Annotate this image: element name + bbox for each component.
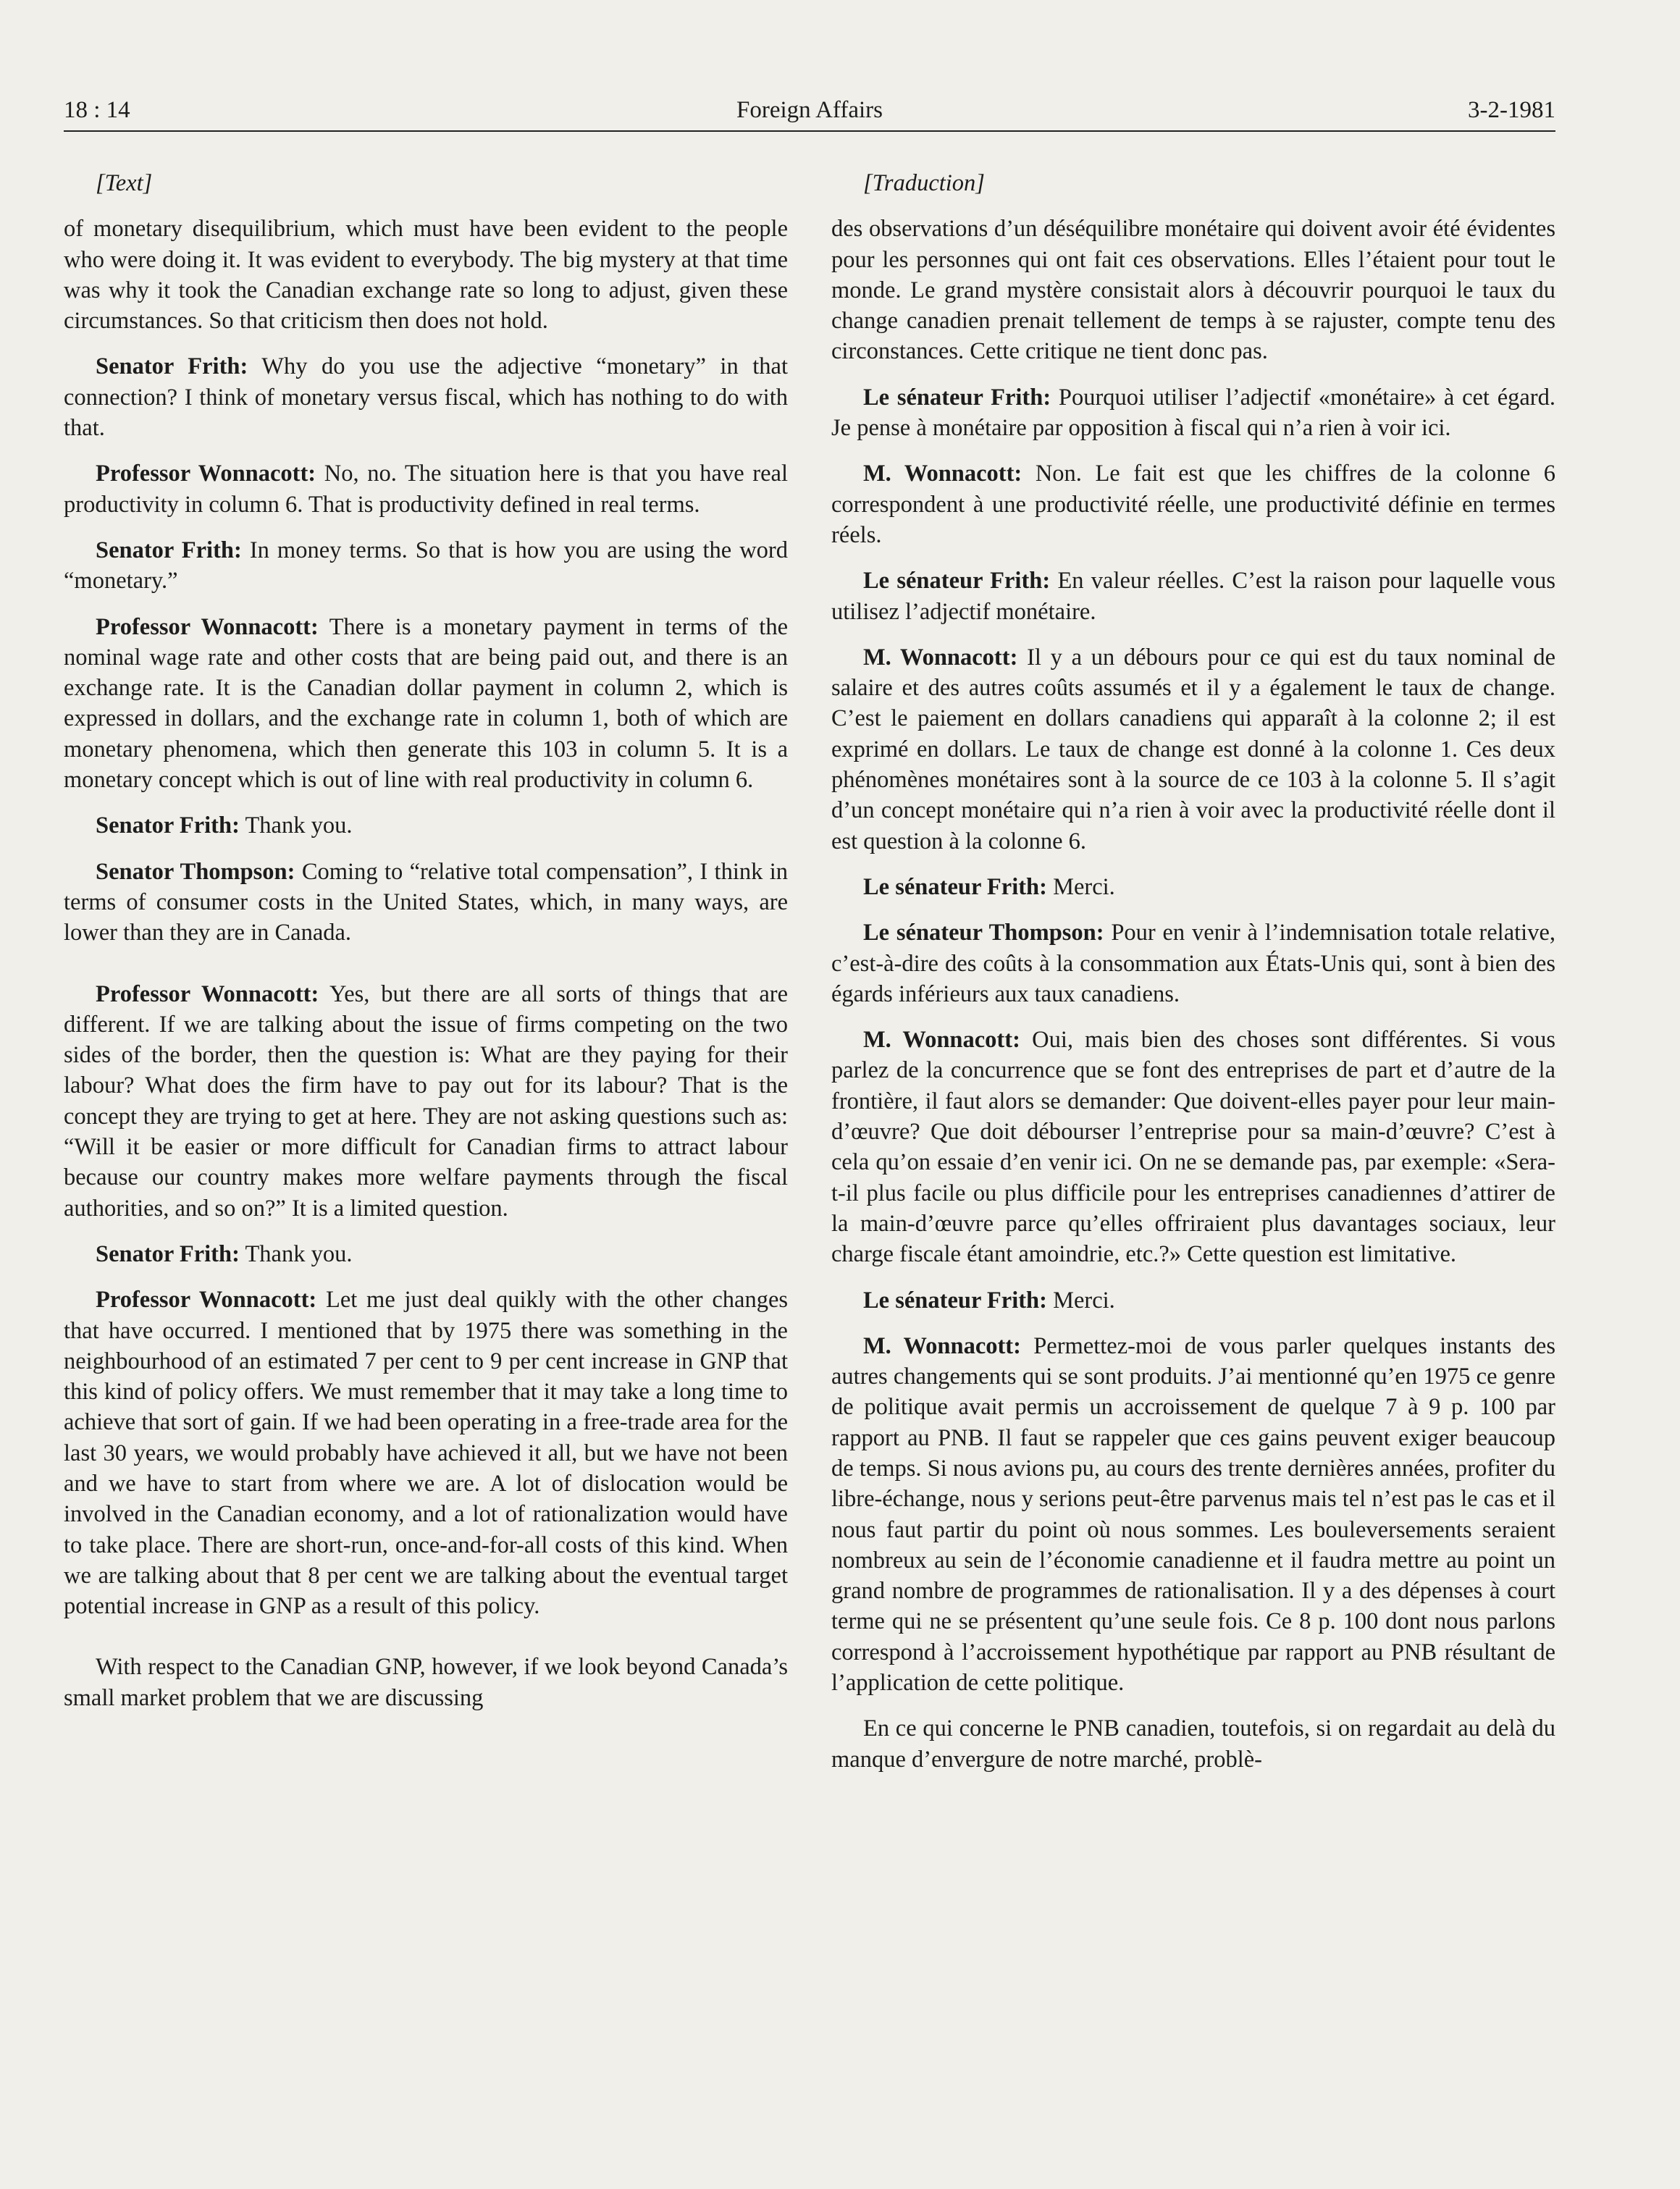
paragraph [64, 1285, 788, 1621]
speaker: Senator Thompson: [96, 858, 295, 885]
paragraph-text: Pourquoi utiliser l’adjectif «monétaire» à cet égard. Je pense à monétaire par opposition à fiscal qui n’a rien à voir ici. [831, 384, 1555, 442]
paragraph [831, 458, 1555, 550]
paragraph-text: En ce qui concerne le PNB canadien, toutefois, si on regardait au delà du manque d’envergure de notre marché, problè- [831, 1715, 1555, 1773]
paragraph-text: No, no. The situation here is that you have real productivity in column 6. That is productivity defined in real terms. [64, 461, 788, 518]
speaker: Le sénateur Frith: [863, 873, 1047, 900]
page-number: 18 : 14 [64, 97, 130, 123]
paragraph [831, 1285, 1555, 1316]
header-date: 3-2-1981 [1468, 97, 1555, 123]
paragraph-text: Yes, but there are all sorts of things that are different. If we are talking about the issue of firms competing on the two sides of the border, then the question is: What are they paying for their labour? What does the firm have to pay out for its labour? That is the concept they are trying to get at here. They are not asking questions such as: “Will it be easier or more difficult for Canadian firms to attract labour because our country makes more welfare payments through the fiscal authorities, and so on?” It is a limited question. [64, 980, 789, 1222]
paragraph [831, 382, 1555, 444]
paragraph-text: Let me just deal quikly with the other changes that have occurred. I mentioned that by 1975 there was something in the neighbourhood of an estimated 7 per cent to 9 per cent increase in GNP that this kind of policy offers. We must remember that it may take a long time to achieve that sort of gain. If we had been operating in a free-trade area for the last 30 years, we would probably have achieved it all, but we have not been and we have to start from where we are. A lot of dislocation would be involved in the Canadian economy, and a lot of rationalization would have to take place. There are short-run, once-and-for-all costs of this kind. When we are talking about that 8 per cent we are talking about the eventual target potential increase in GNP as a result of this policy. [64, 1287, 789, 1620]
text-label: [Text] [96, 170, 153, 196]
paragraph [831, 1331, 1555, 1699]
paragraph-text: Non. Le fait est que les chiffres de la colonne 6 correspondent à une productivité réelle, une productivité définie en termes réels. [831, 461, 1555, 548]
speaker: Professor Wonnacott: [96, 461, 316, 487]
paragraph-text: Why do you use the adjective “monetary” in that connection? I think of monetary versus fiscal, which has nothing to do with that. [64, 353, 788, 442]
speaker: Senator Frith: [96, 537, 242, 563]
paragraph-text: Pour en venir à l’indemnisation totale relative, c’est-à-dire des coûts à la consommation aux États-Unis qui, sont à bien des égards inférieurs aux taux canadiens. [831, 920, 1555, 1007]
paragraph [64, 857, 788, 949]
paragraph [831, 917, 1555, 1009]
translation-label: [Traduction] [863, 170, 985, 196]
paragraph-text: Oui, mais bien des choses sont différentes. Si vous parlez de la concurrence que se font des entreprises de part et d’autre de la frontière, il faut alors se demander: Que doivent-elles payer pour leur main-d’œuvre? Que doit débourser l’entreprise pour sa main-d’œuvre? C’est à cela qu’on essaie d’en venir ici. On ne se demande pas, par exemple: «Sera-t-il plus facile ou plus difficile pour les entreprises canadiennes d’attirer de la main-d’œuvre parce qu’elles offriraient plus davantages sociaux, leur charge fiscale étant amoindrie, etc.?» Cette question est limitative. [831, 1027, 1555, 1268]
paragraph-text: Coming to “relative total compensation”, I think in terms of consumer costs in the United States, which, in many ways, are lower than they are in Canada. [64, 858, 789, 946]
speaker: M. Wonnacott: [863, 644, 1018, 671]
paragraph [64, 1239, 788, 1269]
paragraph [64, 1652, 788, 1713]
paragraph [831, 214, 1555, 366]
paragraph-text: In money terms. So that is how you are using the word “monetary.” [64, 537, 789, 594]
paragraph-text: There is a monetary payment in terms of the nominal wage rate and other costs that are being paid out, and there is an exchange rate. It is the Canadian dollar payment in column 2, which is expressed in dollars, and the exchange rate in column 1, both of which are monetary phenomena, which then generate this 103 in column 5. It is a monetary concept which is out of line with real productivity in column 6. [64, 613, 789, 794]
paragraph [831, 642, 1555, 857]
paragraph [64, 979, 788, 1224]
paragraph [64, 214, 788, 336]
paragraph [831, 1713, 1555, 1775]
speaker: M. Wonnacott: [863, 1332, 1021, 1359]
paragraph [64, 810, 788, 841]
paragraph-text: Thank you. [245, 1240, 353, 1267]
paragraph [831, 566, 1555, 627]
paragraph [831, 1025, 1555, 1269]
paragraph-text: Il y a un débours pour ce qui est du taux nominal de salaire et des autres coûts assumés et il y a également le taux de change. C’est le paiement en dollars canadiens qui apparaît à la colonne 2; il est exprimé en dollars. Le taux de change est donné à la colonne 1. Ces deux phénomènes monétaires sont à la source de ce 103 à la colonne 5. Il s’agit d’un concept monétaire qui n’a rien à voir avec la productivité réelle dont il est question à la colonne 6. [831, 644, 1556, 854]
speaker: Senator Frith: [96, 1240, 240, 1267]
speaker: Professor Wonnacott: [96, 1287, 317, 1314]
paragraph-text: Merci. [1053, 873, 1115, 900]
speaker: Professor Wonnacott: [96, 980, 319, 1007]
speaker: M. Wonnacott: [863, 461, 1022, 487]
speaker: Professor Wonnacott: [96, 613, 319, 640]
speaker: Le sénateur Frith: [863, 568, 1051, 594]
speaker: Le sénateur Frith: [863, 1287, 1047, 1314]
paragraph-text: Permettez-moi de vous parler quelques instants des autres changements qui se sont produits. J’ai mentionné qu’en 1975 ce genre de politique avait permis un accroissement de quelque 7 à 9 p. 100 par rapport au PNB. Il faut se rappeler que ces gains peuvent exiger beaucoup de temps. Si nous avions pu, au cours des trente dernières années, profiter du libre-échange, nous y serions peut-être parvenus mais tel n’est pas le cas et il nous faut partir du point où nous sommes. Les bouleversements seraient nombreux au sein de l’économie canadienne et il faudra mettre au point un grand nombre de programmes de rationalisation. Il y a des dépenses à court terme qui ne se présentent qu’une seule fois. Ce 8 p. 100 dont nous parlons correspond à l’accroissement hypothétique par rapport au PNB résultant de l’application de cette politique. [831, 1332, 1556, 1697]
speaker: Le sénateur Thompson: [863, 920, 1104, 946]
paragraph-text: of monetary disequilibrium, which must have been evident to the people who were doing it. It was evident to everybody. The big mystery at that time was why it took the Canadian exchange rate so long to adjust, given these circumstances. So that criticism then does not hold. [64, 216, 788, 335]
speaker: Senator Frith: [96, 812, 240, 839]
paragraph-text: Thank you. [245, 812, 353, 839]
paragraph-text: En valeur réelles. C’est la raison pour laquelle vous utilisez l’adjectif monétaire. [831, 568, 1555, 625]
paragraph [64, 458, 788, 520]
paragraph [64, 612, 788, 796]
speaker: Senator Frith: [96, 353, 248, 380]
english-column [64, 168, 788, 1728]
paragraph-text: With respect to the Canadian GNP, however, if we look beyond Canada’s small market problem that we are discussing [64, 1654, 788, 1711]
running-title: Foreign Affairs [736, 97, 883, 123]
paragraph [831, 872, 1555, 902]
speaker: M. Wonnacott: [863, 1027, 1020, 1054]
paragraph [64, 535, 788, 597]
page-header [64, 93, 1555, 132]
paragraph-text: des observations d’un déséquilibre monétaire qui doivent avoir été évidentes pour les personnes qui ont fait ces observations. Elles l’étaient pour tout le monde. Le grand mystère consistait alors à découvrir pourquoi le taux du change canadien prenait tellement de temps à se rajuster, compte tenu des circonstances. Cette critique ne tient donc pas. [831, 216, 1555, 365]
speaker: Le sénateur Frith: [863, 384, 1051, 411]
paragraph [64, 351, 788, 443]
paragraph-text: Merci. [1053, 1287, 1115, 1314]
french-column [831, 168, 1555, 1790]
